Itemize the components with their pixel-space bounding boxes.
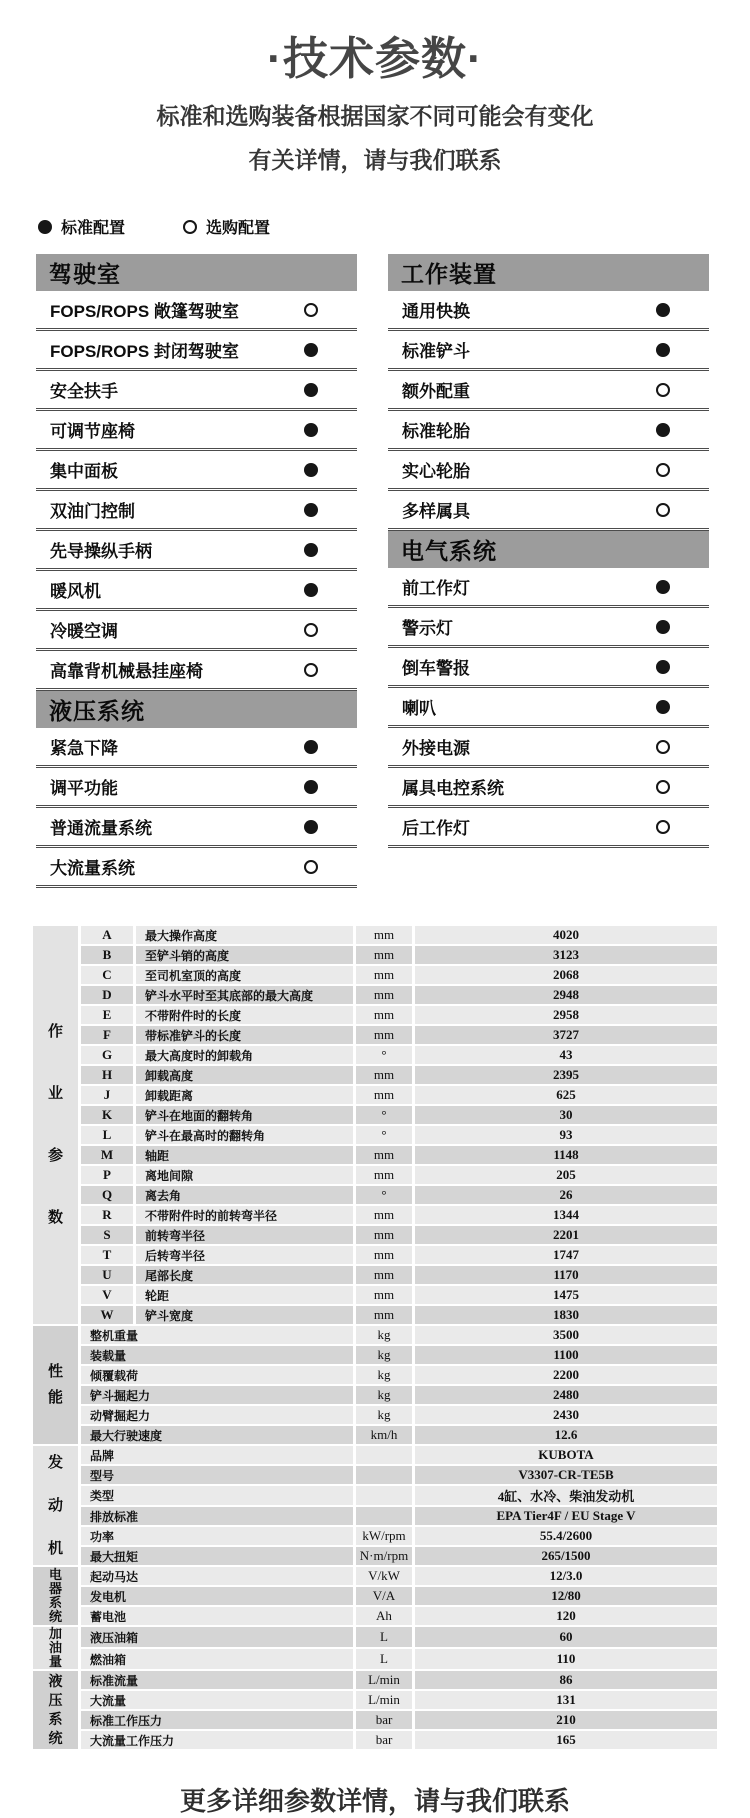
optional-config-dot-icon — [656, 463, 670, 477]
spec-value: 12.6 — [415, 1426, 717, 1444]
spec-unit: mm — [356, 1026, 412, 1044]
spec-label: 功率 — [81, 1527, 353, 1545]
spec-label: 燃油箱 — [81, 1649, 353, 1669]
section-header: 液压系统 — [36, 691, 357, 728]
spec-unit: kW/rpm — [356, 1527, 412, 1545]
spec-row — [33, 1026, 717, 1044]
spec-value: 1830 — [415, 1306, 717, 1324]
spec-key: Q — [81, 1186, 133, 1204]
spec-row — [33, 1446, 717, 1464]
feature-label: 属具电控系统 — [402, 779, 504, 798]
feature-item — [36, 728, 357, 768]
spec-value: 60 — [415, 1627, 717, 1647]
spec-key: G — [81, 1046, 133, 1064]
spec-row — [33, 1106, 717, 1124]
spec-value: 210 — [415, 1711, 717, 1729]
spec-key: R — [81, 1206, 133, 1224]
feature-label: 通用快换 — [402, 302, 470, 321]
feature-label: 前工作灯 — [402, 579, 470, 598]
spec-unit: kg — [356, 1366, 412, 1384]
feature-label: 高靠背机械悬挂座椅 — [50, 662, 203, 681]
spec-label: 最大高度时的卸载角 — [136, 1046, 353, 1064]
spec-value: 625 — [415, 1086, 717, 1104]
spec-value: 93 — [415, 1126, 717, 1144]
feature-item — [388, 768, 709, 808]
feature-label: 冷暖空调 — [50, 622, 118, 641]
standard-config-dot-icon — [304, 383, 318, 397]
spec-label: 铲斗在地面的翻转角 — [136, 1106, 353, 1124]
feature-item — [388, 411, 709, 451]
spec-unit: bar — [356, 1731, 412, 1749]
feature-label: 调平功能 — [50, 779, 118, 798]
spec-unit: Ah — [356, 1607, 412, 1625]
footer-note: 更多详细参数详情，请与我们联系 — [179, 1786, 570, 1816]
standard-config-dot-icon — [304, 740, 318, 754]
feature-item — [36, 371, 357, 411]
spec-row — [33, 1246, 717, 1264]
spec-unit: kg — [356, 1346, 412, 1364]
optional-config-dot-icon — [656, 820, 670, 834]
legend-standard-label: 标准配置 — [61, 220, 126, 237]
spec-unit: N·m/rpm — [356, 1547, 412, 1565]
spec-value: 110 — [415, 1649, 717, 1669]
spec-value: 205 — [415, 1166, 717, 1184]
spec-value: 12/80 — [415, 1587, 717, 1605]
spec-row — [33, 1166, 717, 1184]
spec-key: J — [81, 1086, 133, 1104]
feature-item — [388, 688, 709, 728]
spec-unit: mm — [356, 1086, 412, 1104]
spec-row — [33, 1527, 717, 1545]
spec-label: 品牌 — [81, 1446, 353, 1464]
spec-label: 铲斗水平时至其底部的最大高度 — [136, 986, 353, 1004]
spec-label: 动臂掘起力 — [81, 1406, 353, 1424]
spec-key: S — [81, 1226, 133, 1244]
spec-row — [33, 1206, 717, 1224]
spec-label: 不带附件时的前转弯半径 — [136, 1206, 353, 1224]
optional-config-dot-icon — [183, 220, 197, 234]
spec-value: 3123 — [415, 946, 717, 964]
spec-row — [33, 1507, 717, 1525]
spec-value: V3307-CR-TE5B — [415, 1466, 717, 1484]
spec-unit: bar — [356, 1711, 412, 1729]
standard-config-dot-icon — [656, 620, 670, 634]
spec-key: K — [81, 1106, 133, 1124]
spec-row — [33, 946, 717, 964]
optional-config-dot-icon — [656, 740, 670, 754]
spec-unit: mm — [356, 1246, 412, 1264]
spec-value: 26 — [415, 1186, 717, 1204]
spec-value: 2200 — [415, 1366, 717, 1384]
spec-group-label: 发 动 机 — [33, 1446, 78, 1565]
standard-config-dot-icon — [656, 423, 670, 437]
spec-value: 1170 — [415, 1266, 717, 1284]
spec-key: H — [81, 1066, 133, 1084]
spec-unit: mm — [356, 946, 412, 964]
spec-group-label: 液 压 系 统 — [33, 1671, 78, 1749]
spec-row — [33, 926, 717, 944]
standard-config-dot-icon — [38, 220, 52, 234]
spec-label: 铲斗在最高时的翻转角 — [136, 1126, 353, 1144]
spec-label: 带标准铲斗的长度 — [136, 1026, 353, 1044]
spec-row — [33, 1286, 717, 1304]
feature-label: 额外配重 — [402, 382, 470, 401]
spec-row — [33, 986, 717, 1004]
spec-row — [33, 1691, 717, 1709]
spec-row — [33, 1406, 717, 1424]
spec-value: 2958 — [415, 1006, 717, 1024]
standard-config-dot-icon — [304, 543, 318, 557]
standard-config-dot-icon — [304, 343, 318, 357]
spec-row — [33, 1711, 717, 1729]
optional-config-dot-icon — [304, 303, 318, 317]
feature-column-right — [388, 254, 709, 848]
spec-label: 铲斗掘起力 — [81, 1386, 353, 1404]
spec-unit: L/min — [356, 1691, 412, 1709]
spec-row — [33, 966, 717, 984]
standard-config-dot-icon — [656, 580, 670, 594]
spec-key: V — [81, 1286, 133, 1304]
spec-row — [33, 1607, 717, 1625]
spec-value: 2068 — [415, 966, 717, 984]
spec-group-label: 性 能 — [33, 1326, 78, 1444]
spec-table — [30, 924, 720, 1751]
spec-unit: mm — [356, 986, 412, 1004]
spec-value: 2201 — [415, 1226, 717, 1244]
spec-value: 1148 — [415, 1146, 717, 1164]
spec-row — [33, 1066, 717, 1084]
feature-column-left — [36, 254, 357, 888]
spec-label: 类型 — [81, 1486, 353, 1505]
spec-value: 4缸、水冷、柴油发动机 — [415, 1486, 717, 1505]
standard-config-dot-icon — [304, 463, 318, 477]
spec-row — [33, 1627, 717, 1647]
spec-value: 12/3.0 — [415, 1567, 717, 1585]
spec-unit: mm — [356, 1286, 412, 1304]
feature-label: 集中面板 — [50, 462, 118, 481]
spec-label: 最大扭矩 — [81, 1547, 353, 1565]
feature-item — [388, 728, 709, 768]
feature-label: FOPS/ROPS 敞篷驾驶室 — [50, 302, 239, 321]
spec-unit: mm — [356, 1166, 412, 1184]
optional-config-dot-icon — [656, 383, 670, 397]
feature-label: 喇叭 — [402, 699, 436, 718]
spec-label: 倾覆载荷 — [81, 1366, 353, 1384]
spec-unit: V/kW — [356, 1567, 412, 1585]
spec-table-wrap — [30, 924, 720, 1751]
spec-row — [33, 1587, 717, 1605]
spec-row — [33, 1266, 717, 1284]
feature-item — [388, 648, 709, 688]
spec-label: 至铲斗销的高度 — [136, 946, 353, 964]
spec-row — [33, 1486, 717, 1505]
spec-row — [33, 1567, 717, 1585]
standard-config-dot-icon — [304, 503, 318, 517]
spec-label: 离去角 — [136, 1186, 353, 1204]
spec-row — [33, 1466, 717, 1484]
standard-config-dot-icon — [656, 660, 670, 674]
feature-label: 标准轮胎 — [402, 422, 470, 441]
spec-key: B — [81, 946, 133, 964]
spec-label: 卸载距离 — [136, 1086, 353, 1104]
spec-value: 55.4/2600 — [415, 1527, 717, 1545]
spec-unit: kg — [356, 1406, 412, 1424]
optional-config-dot-icon — [304, 663, 318, 677]
feature-item — [36, 808, 357, 848]
spec-key: U — [81, 1266, 133, 1284]
spec-unit: V/A — [356, 1587, 412, 1605]
spec-value: 2430 — [415, 1406, 717, 1424]
spec-key: C — [81, 966, 133, 984]
feature-label: FOPS/ROPS 封闭驾驶室 — [50, 342, 239, 361]
legend-optional — [183, 215, 270, 238]
legend-standard — [38, 215, 125, 238]
feature-label: 外接电源 — [402, 739, 470, 758]
feature-label: 大流量系统 — [50, 859, 135, 878]
spec-row — [33, 1226, 717, 1244]
spec-label: 整机重量 — [81, 1326, 353, 1344]
spec-value: 1100 — [415, 1346, 717, 1364]
standard-config-dot-icon — [304, 780, 318, 794]
spec-key: L — [81, 1126, 133, 1144]
spec-row — [33, 1671, 717, 1689]
spec-label: 标准工作压力 — [81, 1711, 353, 1729]
spec-label: 装载量 — [81, 1346, 353, 1364]
spec-label: 铲斗宽度 — [136, 1306, 353, 1324]
feature-label: 实心轮胎 — [402, 462, 470, 481]
spec-label: 大流量 — [81, 1691, 353, 1709]
spec-unit: km/h — [356, 1426, 412, 1444]
feature-label: 暖风机 — [50, 582, 101, 601]
spec-unit: mm — [356, 966, 412, 984]
feature-item — [388, 608, 709, 648]
spec-unit: L — [356, 1649, 412, 1669]
spec-row — [33, 1146, 717, 1164]
spec-label: 大流量工作压力 — [81, 1731, 353, 1749]
feature-label: 先导操纵手柄 — [50, 542, 152, 561]
feature-label: 可调节座椅 — [50, 422, 135, 441]
spec-unit: mm — [356, 1146, 412, 1164]
spec-value: 2948 — [415, 986, 717, 1004]
section-header: 工作装置 — [388, 254, 709, 291]
standard-config-dot-icon — [656, 303, 670, 317]
feature-item — [388, 371, 709, 411]
feature-item — [36, 491, 357, 531]
spec-unit: mm — [356, 1306, 412, 1324]
spec-label: 轮距 — [136, 1286, 353, 1304]
spec-label: 标准流量 — [81, 1671, 353, 1689]
spec-value: 1344 — [415, 1206, 717, 1224]
spec-label: 最大行驶速度 — [81, 1426, 353, 1444]
feature-item — [388, 568, 709, 608]
spec-value: 30 — [415, 1106, 717, 1124]
spec-unit: L/min — [356, 1671, 412, 1689]
spec-value: 131 — [415, 1691, 717, 1709]
spec-label: 发电机 — [81, 1587, 353, 1605]
subtitle-line-2: 有关详情，请与我们联系 — [248, 147, 502, 173]
spec-row — [33, 1649, 717, 1669]
spec-key: F — [81, 1026, 133, 1044]
spec-row — [33, 1547, 717, 1565]
spec-unit: mm — [356, 1226, 412, 1244]
feature-label: 双油门控制 — [50, 502, 135, 521]
standard-config-dot-icon — [656, 343, 670, 357]
feature-item — [36, 331, 357, 371]
spec-label: 后转弯半径 — [136, 1246, 353, 1264]
spec-unit: mm — [356, 1066, 412, 1084]
spec-value: 165 — [415, 1731, 717, 1749]
spec-key: M — [81, 1146, 133, 1164]
spec-value: 3500 — [415, 1326, 717, 1344]
spec-unit — [356, 1446, 412, 1464]
spec-group-label: 电 器 系 统 — [33, 1567, 78, 1625]
spec-unit — [356, 1486, 412, 1505]
spec-value: EPA Tier4F / EU Stage V — [415, 1507, 717, 1525]
spec-value: 43 — [415, 1046, 717, 1064]
feature-item — [36, 848, 357, 888]
spec-value: 1475 — [415, 1286, 717, 1304]
spec-value: KUBOTA — [415, 1446, 717, 1464]
spec-group-label: 加 油 量 — [33, 1627, 78, 1669]
spec-unit: ° — [356, 1106, 412, 1124]
spec-row — [33, 1006, 717, 1024]
optional-config-dot-icon — [656, 780, 670, 794]
feature-item — [388, 451, 709, 491]
spec-key: P — [81, 1166, 133, 1184]
legend — [38, 215, 750, 238]
spec-unit: mm — [356, 1206, 412, 1224]
feature-item — [36, 651, 357, 691]
spec-row — [33, 1086, 717, 1104]
spec-label: 不带附件时的长度 — [136, 1006, 353, 1024]
spec-unit: mm — [356, 926, 412, 944]
spec-row — [33, 1386, 717, 1404]
feature-item — [388, 291, 709, 331]
spec-row — [33, 1731, 717, 1749]
feature-label: 倒车警报 — [402, 659, 470, 678]
page-title: ·技术参数· — [267, 33, 483, 84]
feature-label: 多样属具 — [402, 502, 470, 521]
optional-config-dot-icon — [304, 860, 318, 874]
spec-label: 最大操作高度 — [136, 926, 353, 944]
feature-item — [36, 611, 357, 651]
section-header: 电气系统 — [388, 531, 709, 568]
feature-columns — [36, 254, 709, 888]
spec-row — [33, 1426, 717, 1444]
spec-label: 起动马达 — [81, 1567, 353, 1585]
spec-label: 卸载高度 — [136, 1066, 353, 1084]
spec-unit: L — [356, 1627, 412, 1647]
feature-item — [388, 331, 709, 371]
spec-label: 液压油箱 — [81, 1627, 353, 1647]
feature-item — [388, 808, 709, 848]
spec-key: W — [81, 1306, 133, 1324]
spec-unit — [356, 1466, 412, 1484]
spec-row — [33, 1186, 717, 1204]
spec-row — [33, 1306, 717, 1324]
spec-unit: ° — [356, 1046, 412, 1064]
spec-row — [33, 1126, 717, 1144]
spec-key: T — [81, 1246, 133, 1264]
feature-item — [36, 411, 357, 451]
spec-value: 120 — [415, 1607, 717, 1625]
optional-config-dot-icon — [304, 623, 318, 637]
feature-label: 警示灯 — [402, 619, 453, 638]
spec-unit: kg — [356, 1386, 412, 1404]
standard-config-dot-icon — [304, 583, 318, 597]
standard-config-dot-icon — [304, 820, 318, 834]
feature-label: 安全扶手 — [50, 382, 118, 401]
spec-label: 排放标准 — [81, 1507, 353, 1525]
spec-value: 265/1500 — [415, 1547, 717, 1565]
spec-group-label: 作 业 参 数 — [33, 926, 78, 1324]
spec-value: 86 — [415, 1671, 717, 1689]
spec-unit: ° — [356, 1186, 412, 1204]
feature-item — [36, 571, 357, 611]
spec-unit: mm — [356, 1006, 412, 1024]
feature-item — [388, 491, 709, 531]
spec-label: 前转弯半径 — [136, 1226, 353, 1244]
feature-item — [36, 531, 357, 571]
spec-key: E — [81, 1006, 133, 1024]
spec-label: 尾部长度 — [136, 1266, 353, 1284]
legend-optional-label: 选购配置 — [206, 220, 271, 237]
spec-unit: mm — [356, 1266, 412, 1284]
spec-row — [33, 1366, 717, 1384]
spec-label: 离地间隙 — [136, 1166, 353, 1184]
spec-value: 1747 — [415, 1246, 717, 1264]
feature-item — [36, 291, 357, 331]
section-header: 驾驶室 — [36, 254, 357, 291]
spec-row — [33, 1326, 717, 1344]
feature-item — [36, 768, 357, 808]
standard-config-dot-icon — [304, 423, 318, 437]
feature-label: 后工作灯 — [402, 819, 470, 838]
spec-key: D — [81, 986, 133, 1004]
spec-value: 2395 — [415, 1066, 717, 1084]
feature-item — [36, 451, 357, 491]
spec-label: 至司机室顶的高度 — [136, 966, 353, 984]
feature-label: 普通流量系统 — [50, 819, 152, 838]
standard-config-dot-icon — [656, 700, 670, 714]
spec-value: 2480 — [415, 1386, 717, 1404]
spec-unit: ° — [356, 1126, 412, 1144]
spec-key: A — [81, 926, 133, 944]
feature-label: 标准铲斗 — [402, 342, 470, 361]
subtitle-line-1: 标准和选购装备根据国家不同可能会有变化 — [156, 103, 594, 129]
spec-row — [33, 1046, 717, 1064]
spec-label: 型号 — [81, 1466, 353, 1484]
spec-row — [33, 1346, 717, 1364]
spec-label: 蓄电池 — [81, 1607, 353, 1625]
spec-label: 轴距 — [136, 1146, 353, 1164]
spec-value: 4020 — [415, 926, 717, 944]
spec-unit — [356, 1507, 412, 1525]
spec-unit: kg — [356, 1326, 412, 1344]
feature-label: 紧急下降 — [50, 739, 118, 758]
spec-value: 3727 — [415, 1026, 717, 1044]
optional-config-dot-icon — [656, 503, 670, 517]
